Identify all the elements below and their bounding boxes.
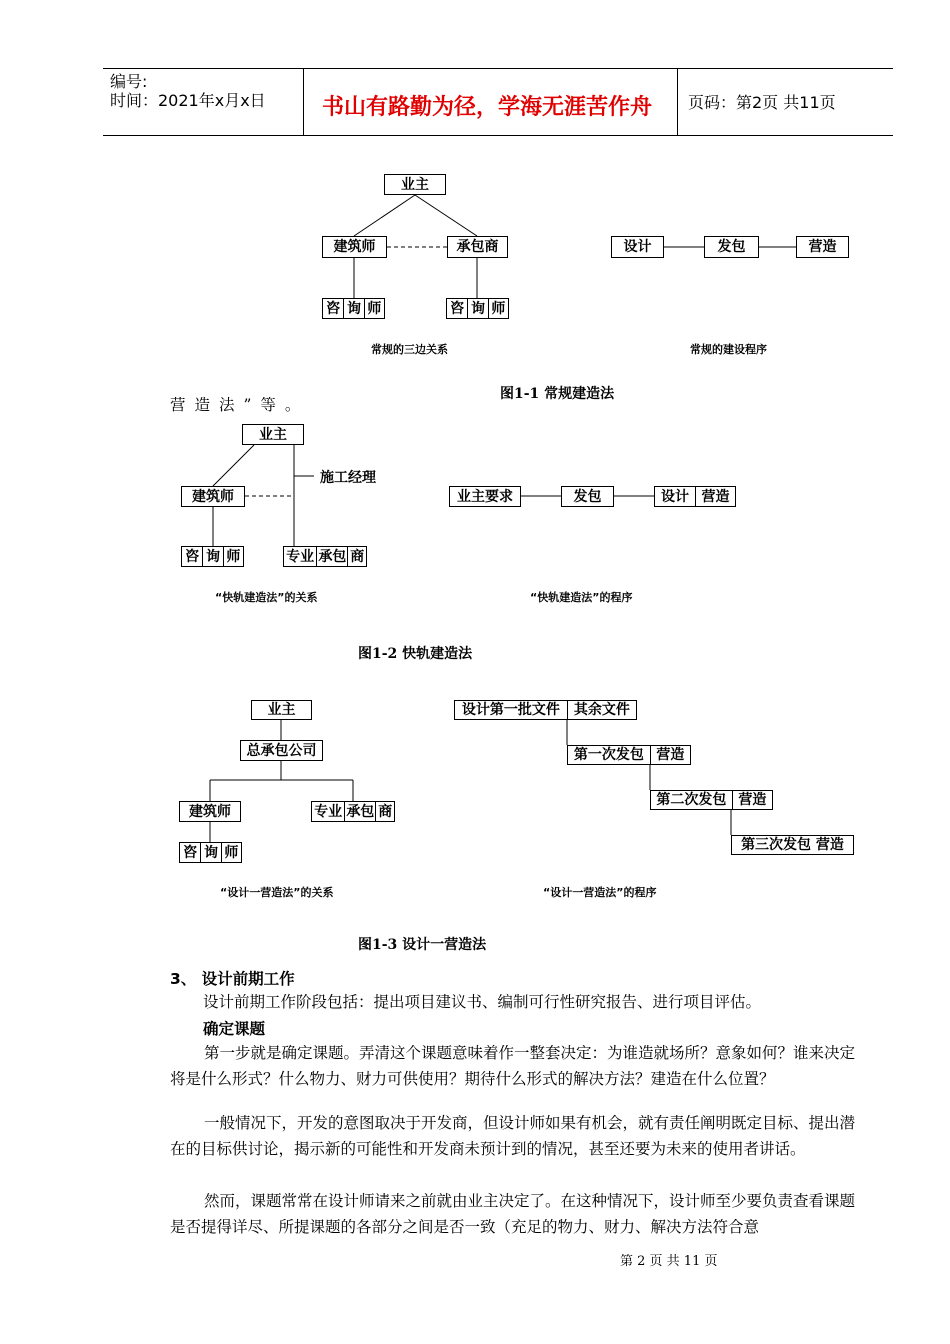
bidding-box: 发包: [561, 486, 614, 507]
specialist-char: 承包: [316, 547, 347, 566]
diagram-caption: 常规的三边关系: [371, 343, 448, 356]
consultant-char: 咨: [450, 300, 465, 317]
construction-segment: 营造: [650, 746, 690, 764]
specialist-contractor-box: [311, 801, 395, 822]
diagram-caption: “设计一营造法”的程序: [543, 886, 657, 899]
paragraph: 一般情况下，开发的意图取决于开发商，但设计师如果有机会，就有责任阐明既定目标、提出潜在的目标供讨论，揭示新的可能性和开发商未预计到的情况，甚至还要为未来的使用者讲话。: [170, 1114, 856, 1158]
header-time-label: 时间：2021年x月x日: [110, 91, 266, 110]
consultant-box: [446, 298, 509, 319]
step3-box: [650, 790, 773, 810]
first-bidding: 第一次发包: [573, 747, 644, 763]
paragraph: 然而，课题常常在设计师请来之前就由业主决定了。在这种情况下，设计师至少要负责查看课题是否提得详尽、所提课题的各部分之间是否一致（充足的物力、财力、解决方法符合意: [170, 1192, 856, 1236]
design-segment: 设计: [661, 488, 689, 505]
spill-text: 营造法”等。: [170, 396, 310, 414]
header-motto: 书山有路勤为径，学海无涯苦作舟: [322, 94, 653, 120]
first-batch-documents: 设计第一批文件: [461, 702, 560, 718]
consultant-box: [181, 546, 244, 567]
specialist-char: 承包: [344, 802, 375, 821]
construction-segment: 营造: [695, 487, 735, 506]
contractor-box: 承包商: [447, 236, 508, 258]
figure-caption: 图1-1 常规建造法: [500, 386, 615, 402]
second-bidding: 第二次发包: [656, 792, 727, 808]
specialist-char: 专业: [286, 548, 315, 565]
owner-box: 业主: [242, 424, 304, 445]
consultant-char: 师: [221, 843, 241, 862]
section-heading: 3、 设计前期工作: [170, 970, 295, 988]
header-page-label: 页码：第2页 共11页: [688, 93, 836, 112]
step2-box: [567, 745, 691, 765]
header-number-label: 编号:: [110, 72, 148, 91]
consultant-char: 询: [200, 843, 220, 862]
architect-box: 建筑师: [179, 801, 241, 822]
consultant-char: 询: [202, 547, 222, 566]
construction-manager-label: 施工经理: [320, 470, 376, 486]
architect-box: 建筑师: [322, 236, 387, 258]
consultant-char: 咨: [185, 548, 200, 565]
construction-segment: 营造: [732, 791, 772, 809]
diagram-caption: “快轨建造法”的程序: [530, 591, 633, 604]
consultant-char: 师: [488, 299, 508, 318]
owner-requirements-box: 业主要求: [449, 486, 521, 507]
diagram-caption: “快轨建造法”的关系: [215, 591, 318, 604]
paragraph: 第一步就是确定课题。弄清这个课题意味着作一整套决定：为谁造就场所？意象如何？谁来决定将是什么形式？什么物力、财力可供使用？期待什么形式的解决方法？建造在什么位置？: [170, 1044, 856, 1088]
consultant-char: 师: [364, 299, 384, 318]
diagram-caption: “设计一营造法”的关系: [220, 886, 334, 899]
specialist-char: 商: [347, 547, 366, 566]
design-box: 设计: [611, 236, 664, 258]
general-contractor-box: 总承包公司: [240, 740, 323, 761]
architect-box: 建筑师: [181, 486, 245, 507]
consultant-char: 咨: [326, 300, 341, 317]
step1-box: [454, 700, 637, 720]
consultant-box: [322, 298, 385, 319]
section-intro: 设计前期工作阶段包括：提出项目建议书、编制可行性研究报告、进行项目评估。: [203, 993, 762, 1011]
page-footer: 第 2 页 共 11 页: [620, 1254, 718, 1269]
remaining-documents: 其余文件: [567, 701, 636, 719]
consultant-char: 询: [343, 299, 363, 318]
consultant-box: [179, 842, 242, 863]
design-construction-box: [654, 486, 736, 507]
figure-caption: 图1-2 快轨建造法: [358, 646, 473, 662]
step4-box: 第三次发包 营造: [731, 835, 854, 855]
subheading: 确定课题: [203, 1019, 266, 1038]
consultant-char: 师: [223, 547, 243, 566]
bidding-box: 发包: [704, 236, 759, 258]
figure-caption: 图1-3 设计一营造法: [358, 937, 487, 953]
construction-box: 营造: [796, 236, 849, 258]
consultant-char: 询: [467, 299, 487, 318]
specialist-char: 专业: [314, 803, 343, 820]
owner-box: 业主: [384, 174, 446, 195]
diagram-caption: 常规的建设程序: [690, 343, 767, 356]
specialist-char: 商: [375, 802, 394, 821]
owner-box: 业主: [251, 700, 312, 720]
consultant-char: 咨: [183, 844, 198, 861]
specialist-contractor-box: [283, 546, 367, 567]
